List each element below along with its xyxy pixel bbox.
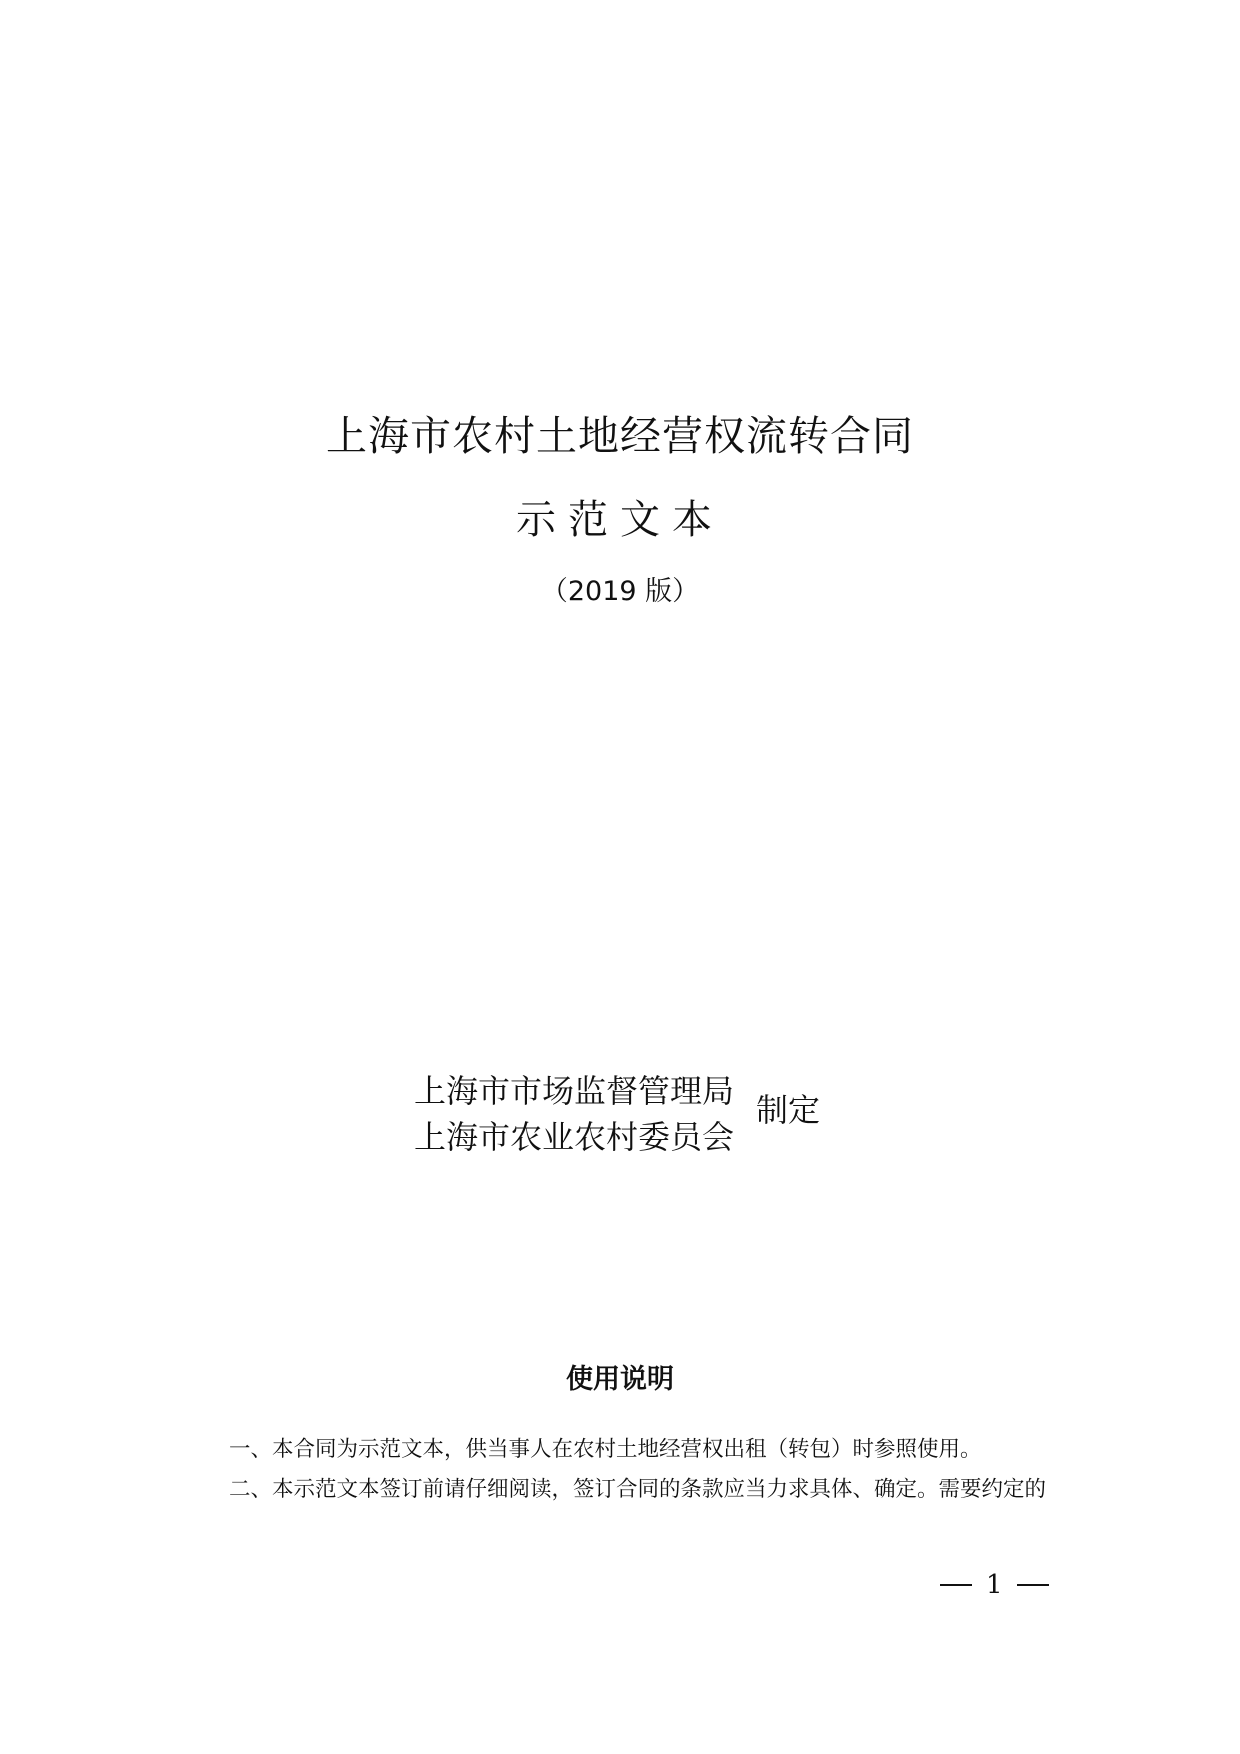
- instructions-heading: 使用说明: [566, 1364, 674, 1395]
- version-label: （2019 版）: [540, 576, 700, 607]
- issuer-list: [414, 1068, 734, 1160]
- instruction-item: 二、本示范文本签订前请仔细阅读，签订合同的条款应当力求具体、确定。需要约定的: [229, 1477, 1047, 1502]
- instruction-item: 一、本合同为示范文本，供当事人在农村土地经营权出租（转包）时参照使用。: [229, 1437, 982, 1462]
- issuer-agriculture-committee: 上海市农业农村委员会: [414, 1118, 735, 1156]
- instructions-list: [229, 1430, 1129, 1510]
- right-dash: [1017, 1584, 1049, 1586]
- page-number-footer: [940, 1565, 1049, 1605]
- issuing-authorities: [414, 1068, 820, 1160]
- contract-title: 上海市农村土地经营权流转合同: [326, 412, 914, 460]
- issuer-market-supervision: 上海市市场监督管理局: [414, 1072, 735, 1110]
- contract-subtitle: 示范文本: [516, 497, 724, 543]
- issued-label: 制定: [756, 1091, 821, 1129]
- page-number: 1: [986, 1570, 1003, 1600]
- left-dash: [940, 1584, 972, 1586]
